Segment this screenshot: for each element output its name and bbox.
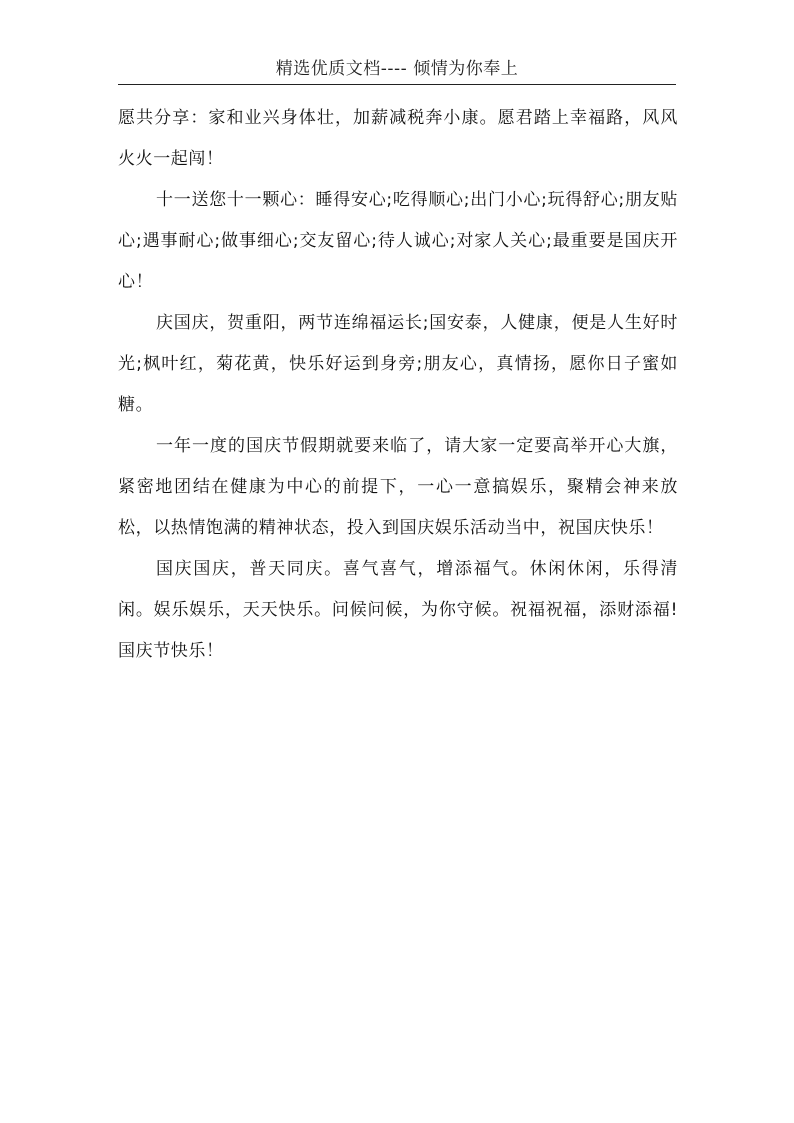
header-title: 精选优质文档---- 倾情为你奉上	[275, 59, 519, 79]
document-body	[118, 98, 678, 672]
paragraph-national-day-wishes: 国庆国庆，普天同庆。喜气喜气，增添福气。休闲休闲，乐得清闲。娱乐娱乐，天天快乐。问候问候，为你守候。祝福祝福，添财添福!国庆节快乐！	[118, 559, 678, 661]
paragraph-holiday-fun: 一年一度的国庆节假期就要来临了，请大家一定要高举开心大旗，紧密地团结在健康为中心的前提下，一心一意搞娱乐，聚精会神来放松，以热情饱满的精神状态，投入到国庆娱乐活动当中，祝国庆快乐！	[118, 436, 678, 538]
page-header	[118, 56, 676, 85]
paragraph-continuation: 愿共分享：家和业兴身体壮，加薪减税奔小康。愿君踏上幸福路，风风火火一起闯！	[118, 108, 678, 169]
paragraph-eleven-hearts: 十一送您十一颗心：睡得安心;吃得顺心;出门小心;玩得舒心;朋友贴心;遇事耐心;做事细心;交友留心;待人诚心;对家人关心;最重要是国庆开心！	[118, 190, 678, 292]
paragraph-double-festival: 庆国庆，贺重阳，两节连绵福运长;国安泰，人健康，便是人生好时光;枫叶红，菊花黄，快乐好运到身旁;朋友心，真情扬，愿你日子蜜如糖。	[118, 313, 678, 415]
